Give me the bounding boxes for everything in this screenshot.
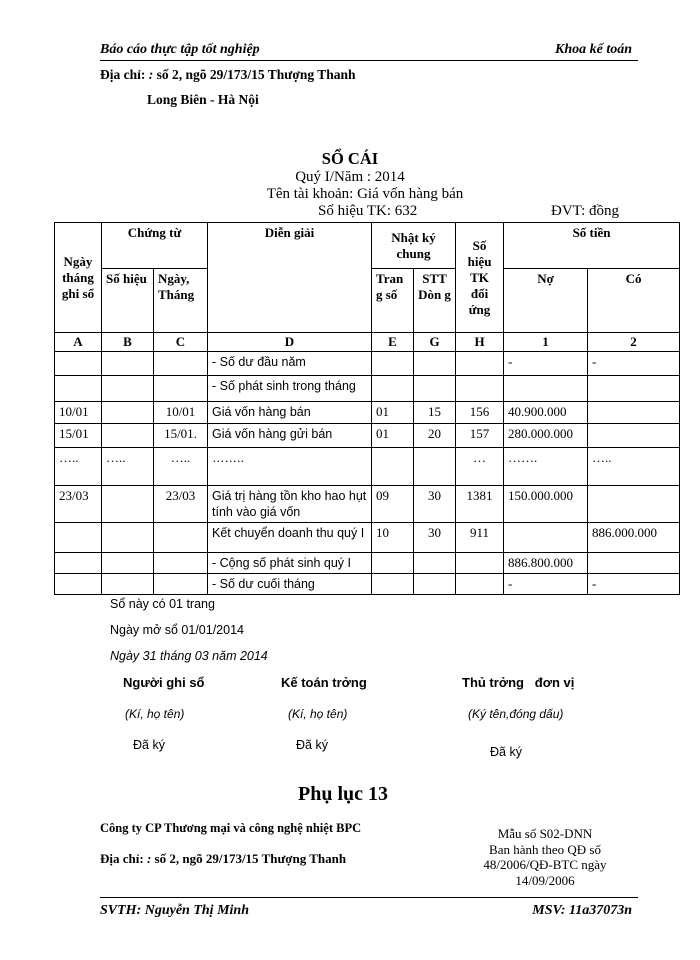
cell-description: - Số dư cuối tháng bbox=[208, 574, 372, 595]
table-row bbox=[55, 448, 680, 486]
cell-contra-account bbox=[456, 376, 504, 402]
address-line-2: Long Biên - Hà Nội bbox=[147, 92, 259, 107]
signature-title-recorder: Người ghi sổ bbox=[123, 675, 205, 690]
cell-date bbox=[55, 352, 102, 376]
cell-description: Giá trị hàng tồn kho hao hụt tính vào giá vốn bbox=[208, 486, 372, 523]
cell-debit bbox=[504, 523, 588, 553]
cell-date bbox=[55, 553, 102, 574]
col-amount-header: Số tiền bbox=[504, 223, 680, 269]
col-date-header: Ngày tháng ghi sổ bbox=[55, 223, 102, 333]
cell-contra-account: 911 bbox=[456, 523, 504, 553]
column-letter: E bbox=[372, 333, 414, 352]
cell-line-no: 30 bbox=[414, 523, 456, 553]
cell-voucher-no bbox=[102, 352, 154, 376]
cell-voucher-date bbox=[154, 523, 208, 553]
column-letter: B bbox=[102, 333, 154, 352]
signature-title-accountant: Kế toán trởng bbox=[281, 675, 367, 690]
col-line-no-header: STT Dòn g bbox=[414, 269, 456, 333]
ledger-quarter: Quý I/Năm : 2014 bbox=[295, 169, 405, 185]
table-row bbox=[55, 402, 680, 424]
cell-page-no: 09 bbox=[372, 486, 414, 523]
cell-voucher-no bbox=[102, 376, 154, 402]
column-letter: C bbox=[154, 333, 208, 352]
cell-credit: - bbox=[588, 574, 680, 595]
cell-contra-account bbox=[456, 553, 504, 574]
note-opened: Ngày mở sổ 01/01/2014 bbox=[110, 623, 244, 637]
ledger-table bbox=[54, 222, 680, 595]
cell-description: - Số dư đầu năm bbox=[208, 352, 372, 376]
appendix-address bbox=[100, 851, 346, 867]
cell-date: 15/01 bbox=[55, 424, 102, 448]
cell-credit bbox=[588, 424, 680, 448]
table-row bbox=[55, 352, 680, 376]
cell-voucher-no bbox=[102, 574, 154, 595]
cell-credit: - bbox=[588, 352, 680, 376]
table-row bbox=[55, 523, 680, 553]
cell-debit: 150.000.000 bbox=[504, 486, 588, 523]
cell-line-no bbox=[414, 352, 456, 376]
signature-status-recorder: Đã ký bbox=[133, 738, 165, 752]
column-letter: G bbox=[414, 333, 456, 352]
cell-contra-account bbox=[456, 574, 504, 595]
column-letter: 1 bbox=[504, 333, 588, 352]
cell-description: Giá vốn hàng gửi bán bbox=[208, 424, 372, 448]
signature-status-accountant: Đã ký bbox=[296, 738, 328, 752]
cell-description: Giá vốn hàng bán bbox=[208, 402, 372, 424]
col-description-header: Diễn giải bbox=[208, 223, 372, 333]
cell-page-no bbox=[372, 448, 414, 486]
cell-debit: ……. bbox=[504, 448, 588, 486]
column-letter: D bbox=[208, 333, 372, 352]
cell-voucher-date bbox=[154, 352, 208, 376]
cell-voucher-date: ….. bbox=[154, 448, 208, 486]
cell-contra-account: 157 bbox=[456, 424, 504, 448]
cell-voucher-no: ….. bbox=[102, 448, 154, 486]
cell-voucher-date bbox=[154, 553, 208, 574]
cell-line-no bbox=[414, 448, 456, 486]
header-divider bbox=[100, 60, 638, 61]
col-credit-header: Có bbox=[588, 269, 680, 333]
cell-date: 23/03 bbox=[55, 486, 102, 523]
header-department: Khoa kế toán bbox=[554, 42, 632, 57]
signature-hint-recorder: (Kí, họ tên) bbox=[125, 707, 185, 721]
signature-hint-accountant: (Kí, họ tên) bbox=[288, 707, 348, 721]
appendix-address-colon: : bbox=[146, 851, 155, 866]
form-line: 48/2006/QĐ-BTC ngày bbox=[483, 857, 607, 872]
cell-voucher-no bbox=[102, 402, 154, 424]
signature-title-director: Thủ trởng đơn vị bbox=[462, 675, 575, 690]
cell-line-no bbox=[414, 574, 456, 595]
column-letter: H bbox=[456, 333, 504, 352]
appendix-address-value: số 2, ngõ 29/173/15 Thượng Thanh bbox=[154, 851, 347, 866]
table-row bbox=[55, 486, 680, 523]
cell-date bbox=[55, 523, 102, 553]
cell-voucher-date: 15/01. bbox=[154, 424, 208, 448]
cell-debit: 40.900.000 bbox=[504, 402, 588, 424]
footer-divider bbox=[100, 897, 638, 898]
cell-date bbox=[55, 376, 102, 402]
col-voucher-date-header: Ngày, Tháng bbox=[154, 269, 208, 333]
cell-voucher-no bbox=[102, 486, 154, 523]
cell-debit: 280.000.000 bbox=[504, 424, 588, 448]
cell-description: Kết chuyển doanh thu quý I bbox=[208, 523, 372, 553]
footer-student-id: MSV: 11a37073n bbox=[532, 903, 632, 918]
cell-credit bbox=[588, 486, 680, 523]
signature-status-director: Đã ký bbox=[490, 745, 522, 759]
cell-voucher-date: 10/01 bbox=[154, 402, 208, 424]
cell-description: - Số phát sinh trong tháng bbox=[208, 376, 372, 402]
address-label: Địa chỉ: bbox=[100, 67, 149, 82]
col-journal-header: Nhật ký chung bbox=[372, 223, 456, 269]
appendix-address-label: Địa chỉ: bbox=[100, 851, 147, 866]
cell-line-no: 15 bbox=[414, 402, 456, 424]
cell-debit: - bbox=[504, 352, 588, 376]
form-line: Mẫu số S02-DNN bbox=[497, 826, 593, 841]
col-voucher-header: Chứng từ bbox=[102, 223, 208, 269]
signature-hint-director: (Ký tên,đóng dấu) bbox=[468, 707, 564, 721]
ledger-body bbox=[55, 352, 680, 595]
column-letter: 2 bbox=[588, 333, 680, 352]
cell-date bbox=[55, 574, 102, 595]
cell-credit bbox=[588, 553, 680, 574]
column-letter: A bbox=[55, 333, 102, 352]
ledger-account-no: Số hiệu TK: 632 bbox=[318, 203, 418, 219]
cell-debit bbox=[504, 376, 588, 402]
ledger-title: SỔ CÁI bbox=[321, 149, 379, 168]
table-row bbox=[55, 574, 680, 595]
ledger-unit: ĐVT: đồng bbox=[551, 203, 619, 219]
col-voucher-no-header: Số hiệu bbox=[102, 269, 154, 333]
form-line: 14/09/2006 bbox=[515, 872, 575, 888]
header-report-title: Báo cáo thực tập tốt nghiệp bbox=[100, 42, 260, 57]
address-value: số 2, ngõ 29/173/15 Thượng Thanh bbox=[156, 67, 356, 82]
cell-line-no: 30 bbox=[414, 486, 456, 523]
cell-debit: - bbox=[504, 574, 588, 595]
address-colon: : bbox=[148, 67, 157, 82]
cell-description: - Cộng số phát sinh quý I bbox=[208, 553, 372, 574]
col-page-no-header: Tran g số bbox=[372, 269, 414, 333]
form-reference bbox=[470, 826, 620, 888]
cell-date: 10/01 bbox=[55, 402, 102, 424]
cell-page-no bbox=[372, 376, 414, 402]
cell-line-no bbox=[414, 376, 456, 402]
cell-page-no bbox=[372, 352, 414, 376]
cell-credit: 886.000.000 bbox=[588, 523, 680, 553]
ledger-account-name: Tên tài khoản: Giá vốn hàng bán bbox=[266, 186, 464, 202]
cell-voucher-date bbox=[154, 376, 208, 402]
col-contra-header: Số hiệu TK đối ứng bbox=[456, 223, 504, 333]
cell-contra-account: … bbox=[456, 448, 504, 486]
cell-page-no: 01 bbox=[372, 402, 414, 424]
column-letters-row bbox=[55, 333, 680, 352]
table-row bbox=[55, 553, 680, 574]
cell-credit bbox=[588, 402, 680, 424]
cell-voucher-no bbox=[102, 553, 154, 574]
cell-page-no: 01 bbox=[372, 424, 414, 448]
table-row bbox=[55, 376, 680, 402]
cell-debit: 886.800.000 bbox=[504, 553, 588, 574]
col-debit-header: Nợ bbox=[504, 269, 588, 333]
appendix-company: Công ty CP Thương mại và công nghệ nhiệt BPC bbox=[100, 821, 362, 835]
cell-contra-account: 1381 bbox=[456, 486, 504, 523]
cell-contra-account bbox=[456, 352, 504, 376]
note-date-signed: Ngày 31 tháng 03 năm 2014 bbox=[110, 649, 268, 663]
appendix-title: Phụ lục 13 bbox=[297, 783, 389, 805]
cell-contra-account: 156 bbox=[456, 402, 504, 424]
cell-voucher-no bbox=[102, 523, 154, 553]
cell-voucher-no bbox=[102, 424, 154, 448]
cell-line-no bbox=[414, 553, 456, 574]
cell-description: …….. bbox=[208, 448, 372, 486]
cell-voucher-date: 23/03 bbox=[154, 486, 208, 523]
address-line-1 bbox=[100, 67, 356, 83]
cell-credit bbox=[588, 376, 680, 402]
cell-voucher-date bbox=[154, 574, 208, 595]
table-row bbox=[55, 424, 680, 448]
form-line: Ban hành theo QĐ số bbox=[489, 841, 601, 857]
cell-credit: ….. bbox=[588, 448, 680, 486]
cell-page-no bbox=[372, 553, 414, 574]
cell-line-no: 20 bbox=[414, 424, 456, 448]
cell-date: ….. bbox=[55, 448, 102, 486]
footer-student: SVTH: Nguyễn Thị Minh bbox=[100, 903, 249, 918]
note-pages: Sổ này có 01 trang bbox=[110, 597, 215, 611]
cell-page-no: 10 bbox=[372, 523, 414, 553]
cell-page-no bbox=[372, 574, 414, 595]
